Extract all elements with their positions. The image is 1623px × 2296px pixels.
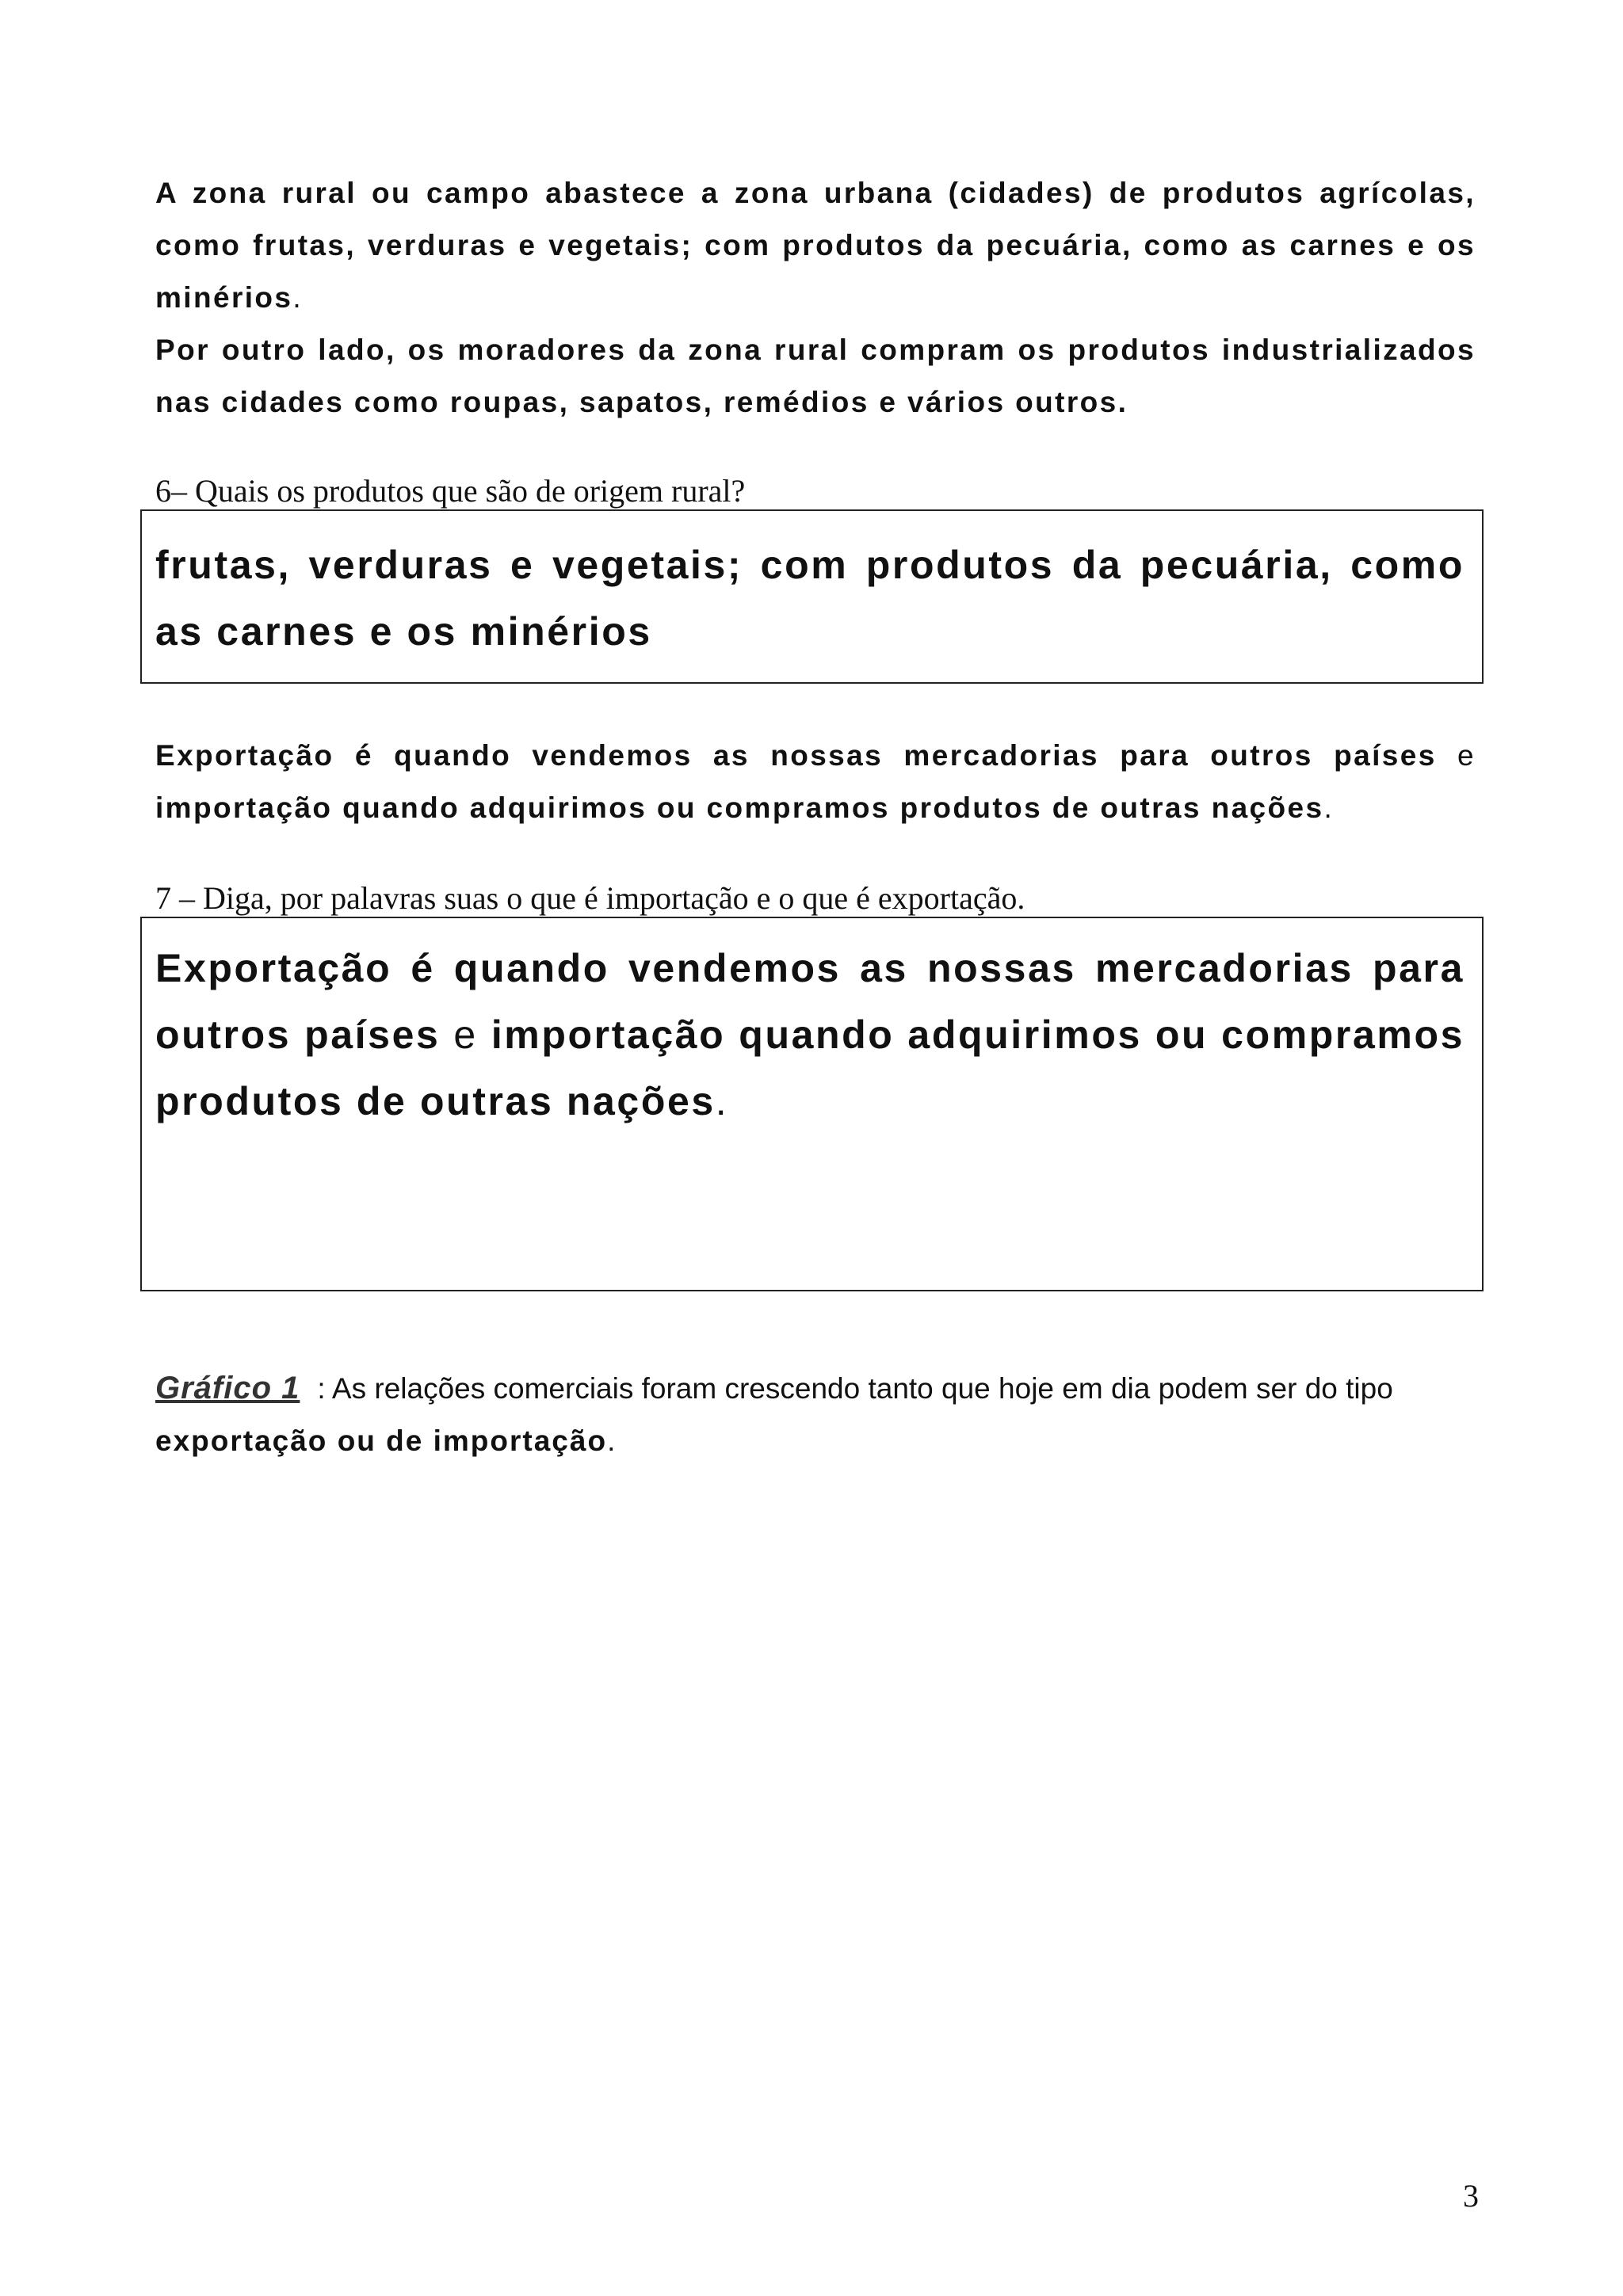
trade-definition-part1: Exportação é quando vendemos as nossas mercadorias para outros países [155,739,1437,772]
question-7-answer-box[interactable] [140,917,1484,1291]
question-7-answer-text [155,935,1465,1135]
trade-definition-part2: importação quando adquirimos ou compramos produtos de outras nações [155,791,1324,824]
question-6-prompt: 6– Quais os produtos que são de origem rural? [155,473,746,509]
question-6-answer-text: frutas, verduras e vegetais; com produtos da pecuária, como as carnes e os minérios [155,543,1465,654]
question-6-answer-box[interactable] [140,509,1484,684]
grafico-bold-text: exportação ou de importação [155,1425,608,1457]
question-7-answer-end: . [715,1079,729,1123]
question-7-prompt: 7 – Diga, por palavras suas o que é importação e o que é exportação. [155,880,1025,916]
grafico-text: As relações comerciais foram crescendo tanto que hoje em dia podem ser do tipo [325,1372,1393,1405]
grafico-colon: : [317,1372,326,1405]
page-number: 3 [1463,2178,1479,2214]
grafico-paragraph [155,1362,1476,1467]
intro-paragraph-1 [155,167,1476,324]
question-7-answer-connector: e [440,1013,491,1057]
trade-definition-connector: e [1436,739,1476,772]
grafico-label: Gráfico 1 [155,1371,300,1405]
intro-paragraph-2: Por outro lado, os moradores da zona rural compram os produtos industrializados nas cidades como roupas, sapatos, remédios e vários outros. [155,334,1476,418]
trade-definition-paragraph [155,730,1476,834]
question-7-answer-part2: importação quando adquirimos ou compramos produtos de outras nações [155,1013,1465,1123]
intro-paragraph-1-text: A zona rural ou campo abastece a zona urbana (cidades) de produtos agrícolas, como frutas, verduras e vegetais; com produtos da pecuária, como as carnes e os minérios [155,177,1476,314]
question-7-answer-part1: Exportação é quando vendemos as nossas mercadorias para outros países [155,946,1465,1057]
grafico-end: . [607,1425,616,1457]
trade-definition-end: . [1323,791,1335,824]
intro-paragraph-1-end: . [292,281,304,314]
